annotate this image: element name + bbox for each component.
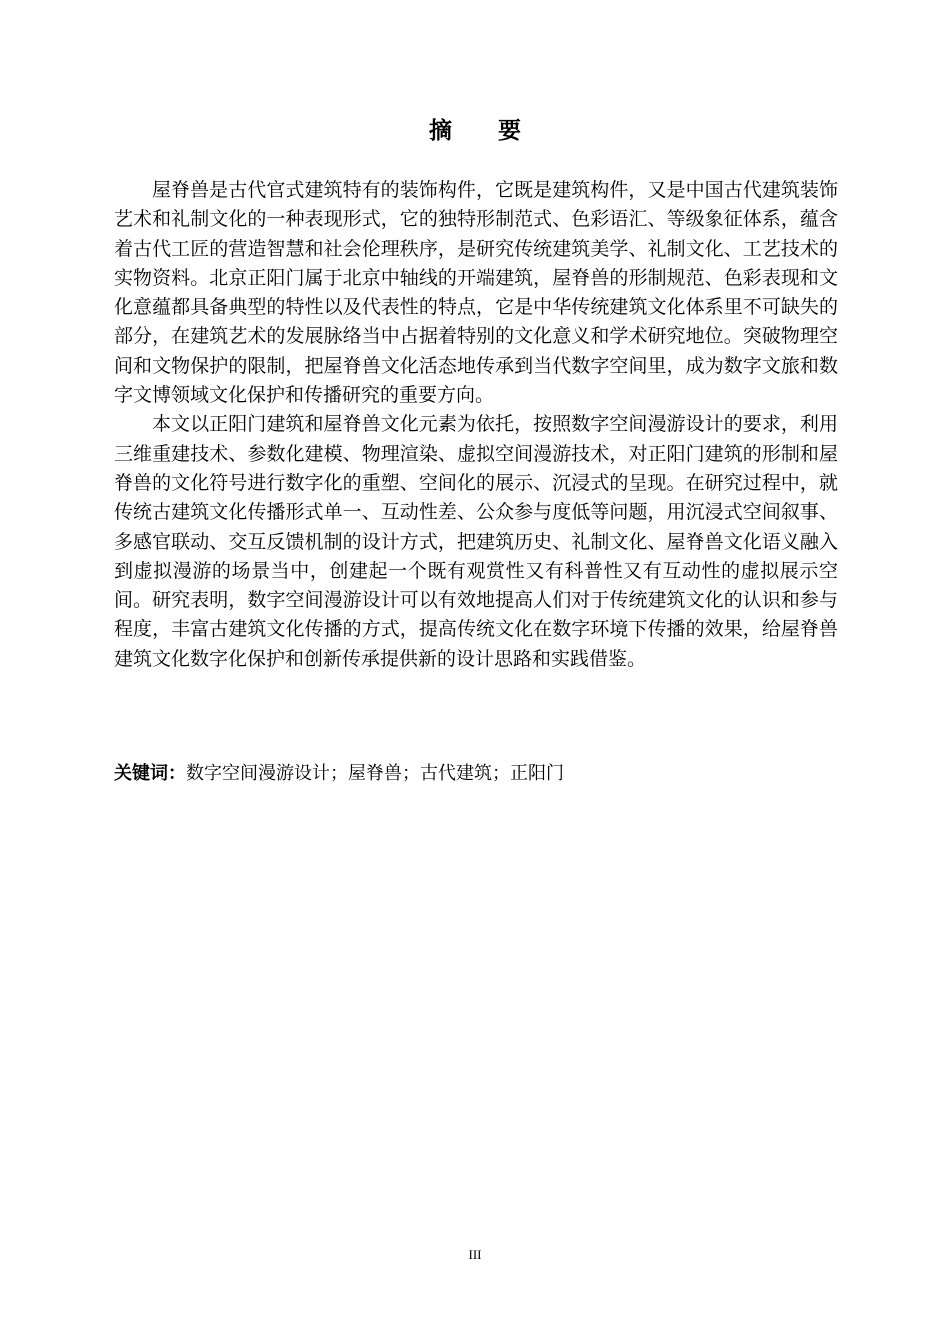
abstract-body <box>114 176 838 674</box>
keywords-line <box>114 759 838 788</box>
abstract-paragraph-1: 屋脊兽是古代官式建筑特有的装饰构件，它既是建筑构件，又是中国古代建筑装饰艺术和礼制文化的一种表现形式，它的独特形制范式、色彩语汇、等级象征体系，蕴含着古代工匠的营造智慧和社会伦理秩序，是研究传统建筑美学、礼制文化、工艺技术的实物资料。北京正阳门属于北京中轴线的开端建筑，屋脊兽的形制规范、色彩表现和文化意蕴都具备典型的特性以及代表性的特点，它是中华传统建筑文化体系里不可缺失的部分，在建筑艺术的发展脉络当中占据着特别的文化意义和学术研究地位。突破物理空间和文物保护的限制，把屋脊兽文化活态地传承到当代数字空间里，成为数字文旅和数字文博领域文化保护和传播研究的重要方向。 <box>114 179 838 407</box>
abstract-paragraph-2: 本文以正阳门建筑和屋脊兽文化元素为依托，按照数字空间漫游设计的要求，利用三维重建技术、参数化建模、物理渲染、虚拟空间漫游技术，对正阳门建筑的形制和屋脊兽的文化符号进行数字化的重塑、空间化的展示、沉浸式的呈现。在研究过程中，就传统古建筑文化传播形式单一、互动性差、公众参与度低等问题，用沉浸式空间叙事、多感官联动、交互反馈机制的设计方式，把建筑历史、礼制文化、屋脊兽文化语义融入到虚拟漫游的场景当中，创建起一个既有观赏性又有科普性又有互动性的虚拟展示空间。研究表明，数字空间漫游设计可以有效地提高人们对于传统建筑文化的认识和参与程度，丰富古建筑文化传播的方式，提高传统文化在数字环境下传播的效果，给屋脊兽建筑文化数字化保护和创新传承提供新的设计思路和实践借鉴。 <box>114 413 838 670</box>
page-number: III <box>468 1247 482 1262</box>
page-title: 摘 要 <box>429 118 521 144</box>
keywords-label: 关键词： <box>114 763 186 784</box>
keywords-text: 数字空间漫游设计；屋脊兽；古代建筑；正阳门 <box>186 763 564 784</box>
